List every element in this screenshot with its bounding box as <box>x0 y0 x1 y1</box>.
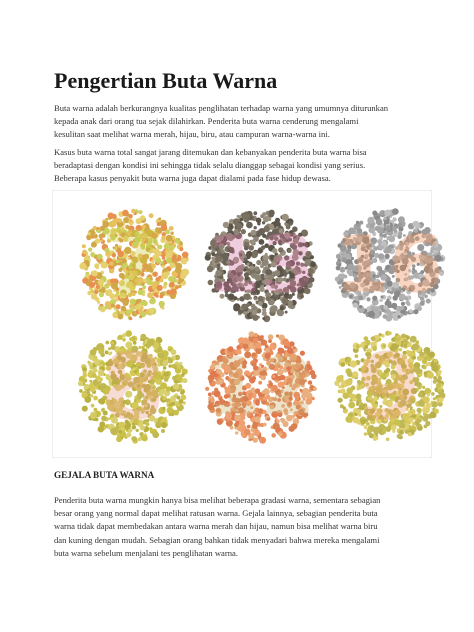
plate-number: 16 <box>334 220 444 311</box>
plate-number: 8 <box>100 333 166 441</box>
ishihara-plates-figure <box>52 190 444 458</box>
ishihara-plate <box>205 210 318 323</box>
paragraph-line: kesulitan saat melihat warna merah, hijau, biru, atau campuran warna-warna ini. <box>54 129 330 140</box>
paragraph-line: Buta warna adalah berkurangnya kualitas penglihatan terhadap warna yang umumnya diturunkan <box>54 103 389 113</box>
paragraph-line: beradaptasi dengan kondisi ini sehingga tidak selalu dianggap sebagai kondisi yang serius. <box>54 160 366 171</box>
plate-number: 13 <box>206 220 316 311</box>
paragraph-line: Penderita buta warna mungkin hanya bisa melihat beberapa gradasi warna, sementara sebagian <box>54 495 381 505</box>
ishihara-plate <box>335 208 446 321</box>
paragraph-line: Beberapa kasus penyakit buta warna juga dapat dialami pada fase hidup dewasa. <box>54 173 331 184</box>
paragraph-line: Kasus buta warna total sangat jarang ditemukan dan kebanyakan penderita buta warna bisa <box>54 147 367 157</box>
section-heading: GEJALA BUTA WARNA <box>54 470 155 480</box>
symptoms-paragraph <box>54 494 434 560</box>
page-title: Pengertian Buta Warna <box>54 68 278 93</box>
plate-number: 9 <box>356 333 422 441</box>
plate-number: 12 <box>206 342 316 433</box>
ishihara-plate <box>79 209 189 321</box>
paragraph-line: besar orang yang normal dapat melihat ratusan warna. Gejala lainnya, sebagian penderita buta <box>54 508 378 519</box>
second-paragraph <box>54 146 434 186</box>
paragraph-line: buta warna sebelum menjalani tes penglihatan warna. <box>54 547 238 558</box>
paragraph-line: warna tidak dapat membedakan antara warna merah dan hijau, namun bisa melihat warna biru <box>54 521 378 532</box>
paragraph-line: dan kuning dengan mudah. Sebagian orang bahkan tidak menyadari bahwa mereka mengalami <box>54 534 380 545</box>
ishihara-plate <box>334 331 445 441</box>
ishihara-plate <box>78 330 188 443</box>
ishihara-plate <box>205 331 317 444</box>
intro-paragraph <box>54 102 434 142</box>
ishihara-plates-image <box>53 191 444 457</box>
paragraph-line: kepada anak dari orang tua sejak dilahirkan. Penderita buta warna cenderung mengalami <box>54 116 359 127</box>
plate-number: 7 <box>100 211 166 319</box>
